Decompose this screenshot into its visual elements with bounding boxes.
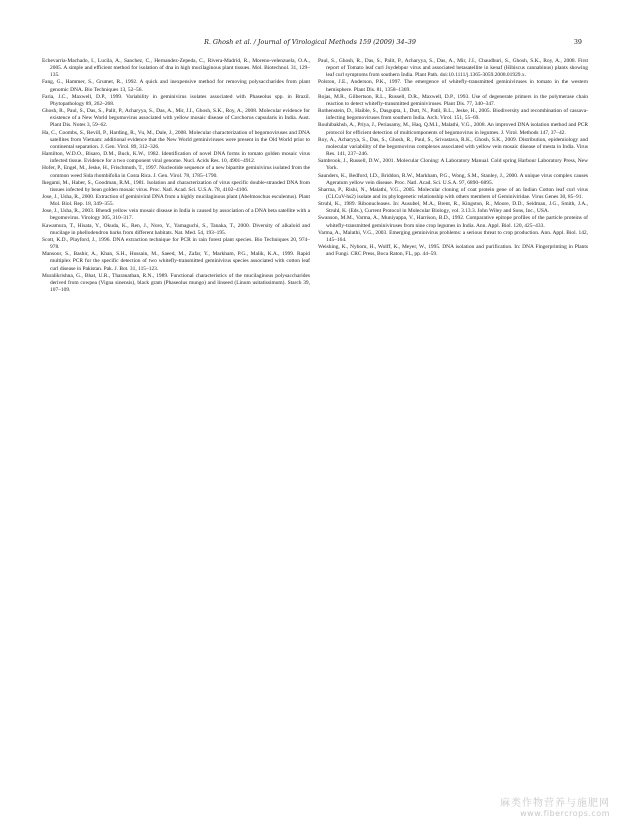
reference-entry: Jose, J., Usha, R., 2003. Bhendi yellow vein mosaic disease in India is caused by association of a DNA beta satellite with a begomovirus. Virology 305, 310–317.: [42, 208, 310, 222]
reference-entry: Kawamura, T., Hisata, Y., Okuda, K., Ren, J., Noro, Y., Yamaguchi, S., Tanaka, T., 2000. Diversity of alkaloid and mucilage in phellodendron barks from different habitats. Nat. Med. 54, 193–195.: [42, 222, 310, 236]
running-title: R. Ghosh et al. / Journal of Virological Methods 159 (2009) 34–39: [204, 38, 416, 46]
reference-entry: Jose, J., Usha, R., 2000. Extraction of geminiviral DNA from a highly mucilaginous plant (Abelmoschus esculentus). Plant Mol. Biol. Rep. 18, 349–355.: [42, 193, 310, 208]
reference-entry: Rouhibakhsh, A., Priya, J., Periasamy, M., Haq, Q.M.I., Malathi, V.G., 2008. An improved DNA isolation method and PCR protocol for efficient detection of multicomponents of begomovirus in legumes. J. Virol. Methods 147, 37–42.: [318, 122, 588, 136]
reference-entry: Saunders, K., Bedford, I.D., Briddon, R.W., Markham, P.G., Wong, S.M., Stanley, J., 2000. A unique virus complex causes Ageratum yellow vein disease. Proc. Natl. Acad. Sci. U.S.A. 97, 6890–6895.: [318, 172, 588, 186]
reference-entry: Scott, K.D., Playford, J., 1996. DNA extraction technique for PCR in rain forest plant species. Bio Techniques 20, 974–978.: [42, 236, 310, 251]
references-left-column: [42, 58, 310, 294]
reference-entry: Hamilton, W.D.O., Bisaro, D.M., Buck, K.W., 1982. Identification of novel DNA forms in tomato golden mosaic virus infected tissue. Evidence for a two component viral genome. Nucl. Acids Res. 10, 4901–4912.: [42, 151, 310, 165]
reference-entry: Muralikrishna, G., Bhat, U.R., Tharanathan, R.N., 1989. Functional characteristics of the mucilaginous polysaccharides derived from cowpea (Vigna sinensis), black gram (Phaseolus mungo) and linseed (Linum usitatissimum). Starch 39, 107–109.: [42, 272, 310, 293]
watermark-url: www.fibercrops.com: [520, 809, 610, 818]
references-right-column: [318, 58, 588, 258]
reference-entry: Fang, G., Hammer, S., Grumet, R., 1992. A quick and inexpensive method for removing polysaccharides from plant genomic DNA. Bio Techniques 13, 52–56.: [42, 79, 310, 93]
reference-entry: Sambrook, J., Russell, D.W., 2001. Molecular Cloning: A Laboratory Manual. Cold spring Harbour Laboratory Press, New York.: [318, 158, 588, 172]
running-header: [0, 38, 620, 50]
reference-entry: Sharma, P., Rishi, N., Malathi, V.G., 2005. Molecular cloning of coat protein gene of an Indian Cotton leaf curl virus (CLCuV-hs2) isolate and its phylogenetic relationship with others members of Geminiviridae. Virus Genes 30, 85–91.: [318, 186, 588, 200]
watermark: [500, 794, 610, 818]
reference-entry: Mansoor, S., Bashir, A., Khan, S.H., Hussain, M., Saeed, M., Zafar, Y., Markham, P.G., Malik, K.A., 1999. Rapid multiplex PCR for the specific detection of two whitefly-transmitted geminivirus species associated with cotton leaf curl disease in Pakistan. Pak. J. Bot. 31, 115–123.: [42, 251, 310, 272]
reference-entry: Echevarria-Machado, I., Lucila, A., Sanchez, C., Hernandez-Zepeda, C., Rivera-Madrid, R., Moreno-velenzuela, O.A., 2005. A simple and efficient method for isolation of dna in high mucilaginous plant tissues. Mol. Biotechnol. 31, 129–135.: [42, 58, 310, 79]
reference-entry: Ghosh, R., Paul, S., Das, S., Palit, P., Acharyya, S., Das, A., Mir, J.I., Ghosh, S.K., Roy, A., 2008. Molecular evidence for existence of a New World begomovirus associated with yellow mosaic disease of Corchorus capsularis in India. Aust. Plant Dis. Notes 3, 59–62.: [42, 108, 310, 129]
reference-entry: Rojas, M.R., Gilbertson, R.L., Russell, D.R., Maxwell, D.P., 1993. Use of degenerate primers in the polymerase chain reaction to detect whitefly-transmitted geminiviruses. Plant Dis. 77, 340–347.: [318, 93, 588, 107]
reference-entry: Paul, S., Ghosh, R., Das, S., Palit, P., Acharyya, S., Das, A., Mir, J.I., Chaudhuri, S., Ghosh, S.K., Roy, A., 2008. First report of Tomato leaf curl Joydebpur virus and associated betasatellite in kenaf (Hibiscus cannabinus) plants showing leaf curl symptoms from southern India. Plant Path. doi:10.1111/j.1365-3059.2008.01929.x.: [318, 58, 588, 79]
reference-entry: Struhl, K., 1989. Ribonucleases. In: Ausubel, M.A., Brent, R., Kingston, R., Moore, D.D., Seidman, J.G., Smith, J.A., Struhl, K. (Eds.), Current Protocol in Molecular Biology, vol. 3.13.3. John Wiley and Sons, Inc., USA.: [318, 201, 588, 215]
reference-entry: Rothenstein, D., Haible, S., Dasgupta, I., Dutt, N., Patil, B.L., Jeske, H., 2005. Biodiversity and recombination of cassava-infecting begomoviruses from southern India. Arch. Virol. 151, 55–69.: [318, 108, 588, 122]
reference-entry: Polston, J.E., Anderson, P.K., 1997. The emergence of whitefly-transmitted geminiviruses in tomato in the western hemisphere. Plant Dis. 81, 1358–1369.: [318, 79, 588, 93]
reference-entry: Ikegami, M., Haber, S., Goodman, R.M., 1981. Isolation and characterization of virus specific double-stranded DNA from tissues infected by bean golden mosaic virus. Proc. Natl. Acad. Sci. U.S.A. 78, 4102–4106.: [42, 179, 310, 193]
watermark-site-name: 麻类作物营养与施肥网: [500, 798, 610, 809]
page-number: 39: [573, 38, 582, 46]
reference-entry: Ha, C., Coombs, S., Revill, P., Harding, R., Vu, M., Dale, J., 2008. Molecular characterization of begomoviruses and DNA satellites from Vietnam: additional evidence that the New World geminiviruses were present in the Old World prior to continental separation. J. Gen. Virol. 89, 312–326.: [42, 129, 310, 150]
reference-entry: Varma, A., Malathi, V.G., 2003. Emerging geminivirus problems: a serious threat to crop production. Ann. Appl. Biol. 142, 145–164.: [318, 229, 588, 243]
reference-entry: Hofer, P., Engel, M., Jeske, H., Frischmuth, T., 1997. Nucleotide sequence of a new bipartite geminivirus isolated from the common weed Sida rhombifolia in Costa Rica. J. Gen. Virol. 78, 1785–1790.: [42, 165, 310, 179]
reference-entry: Faria, J.C., Maxwell, D.P., 1999. Variability in geminivirus isolates associated with Phaseolus spp. in Brazil. Phytopathology 89, 262–268.: [42, 93, 310, 107]
reference-entry: Weishing, K., Nybom, H., Wolff, K., Meyer, W., 1995. DNA isolation and purification. In: DNA Fingerprinting in Plants and Fungi. CRC Press, Boca Raton, FL, pp. 44–59.: [318, 244, 588, 258]
reference-entry: Roy, A., Acharyya, S., Das, S., Ghosh, R., Paul, S., Srivastava, R.K., Ghosh, S.K., 2009. Distribution, epidemiology and molecular variability of the begomovirus complexes associated with yellow vein mosaic disease of mesta in India. Virus Res. 141, 237–246.: [318, 136, 588, 158]
reference-entry: Swanson, M.M., Varma, A., Muniyappa, V., Harrison, B.D., 1992. Comparative epitope profiles of the particle proteins of whitefly-transmitted geminiviruses from nine crop legumes in India. Ann. Appl. Biol. 120, 425–433.: [318, 215, 588, 229]
